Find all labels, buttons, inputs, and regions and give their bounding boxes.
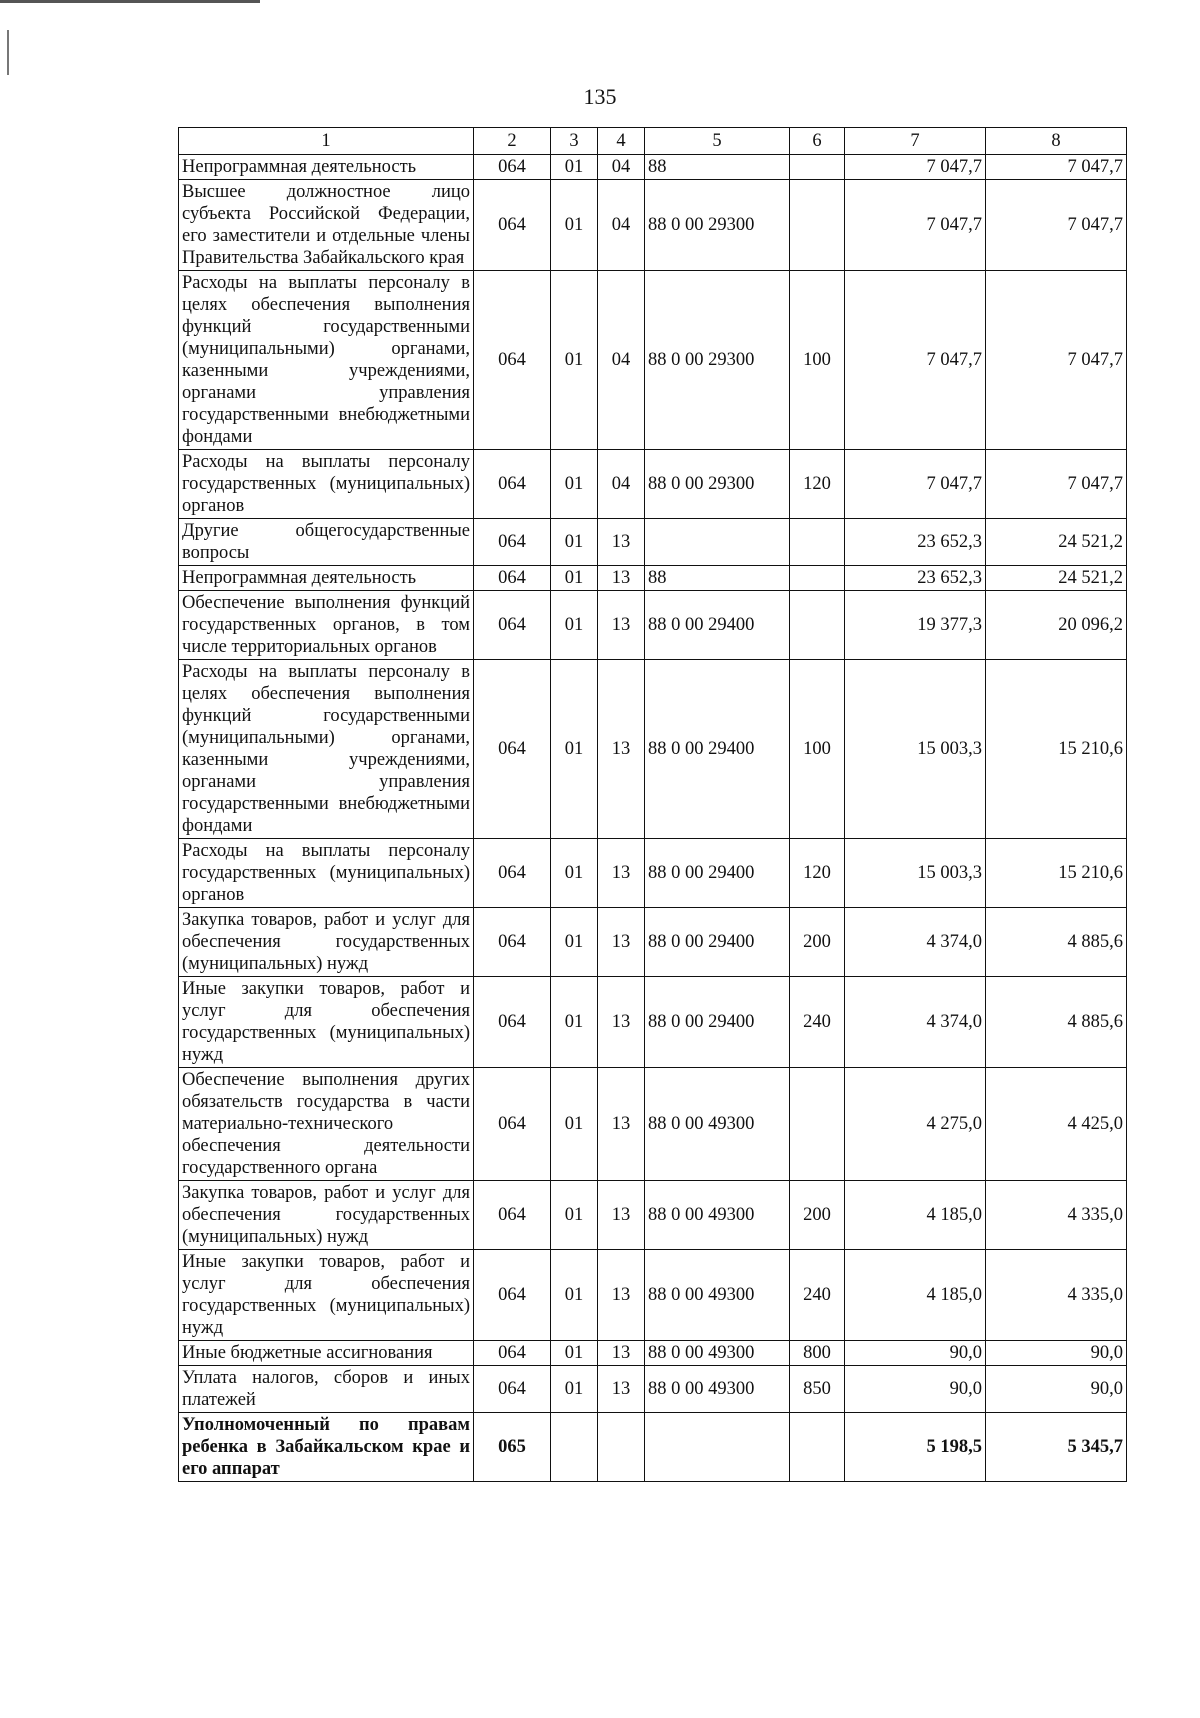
header-col-5: 5 [645,128,790,155]
cell-subsection: 13 [598,908,645,977]
cell-target-article: 88 0 00 29400 [645,839,790,908]
cell-target-article: 88 0 00 49300 [645,1341,790,1366]
cell-expense-type: 240 [790,1250,845,1341]
cell-subsection: 13 [598,566,645,591]
cell-section: 01 [551,660,598,839]
cell-name: Высшее должностное лицо субъекта Российской Федерации, его заместители и отдельные члены Правительства Забайкальского края [179,180,474,271]
cell-expense-type: 120 [790,450,845,519]
cell-amount-year-2: 15 210,6 [986,660,1127,839]
cell-admin-code: 064 [474,450,551,519]
cell-amount-year-2: 24 521,2 [986,566,1127,591]
table-row [179,1366,1127,1413]
cell-section: 01 [551,1250,598,1341]
cell-admin-code: 064 [474,180,551,271]
page-number: 135 [583,84,617,109]
cell-section: 01 [551,1068,598,1181]
cell-amount-year-1: 7 047,7 [845,155,986,180]
cell-admin-code: 064 [474,839,551,908]
cell-amount-year-1: 7 047,7 [845,271,986,450]
cell-expense-type: 200 [790,908,845,977]
cell-subsection: 13 [598,1341,645,1366]
cell-target-article [645,519,790,566]
cell-amount-year-2: 4 335,0 [986,1181,1127,1250]
table-row [179,660,1127,839]
cell-subsection: 13 [598,591,645,660]
cell-target-article: 88 0 00 29300 [645,180,790,271]
cell-admin-code: 064 [474,271,551,450]
cell-target-article: 88 0 00 29400 [645,908,790,977]
header-col-3: 3 [551,128,598,155]
table-row [179,180,1127,271]
header-col-7: 7 [845,128,986,155]
cell-amount-year-2: 24 521,2 [986,519,1127,566]
table-row [179,271,1127,450]
cell-amount-year-1: 4 185,0 [845,1181,986,1250]
cell-expense-type: 200 [790,1181,845,1250]
cell-admin-code: 064 [474,977,551,1068]
cell-expense-type [790,566,845,591]
cell-name: Другие общегосударственные вопросы [179,519,474,566]
header-col-4: 4 [598,128,645,155]
cell-name: Закупка товаров, работ и услуг для обеспечения государственных (муниципальных) нужд [179,908,474,977]
cell-name: Обеспечение выполнения функций государственных органов, в том числе территориальных органов [179,591,474,660]
cell-admin-code: 064 [474,1250,551,1341]
cell-expense-type: 240 [790,977,845,1068]
cell-target-article: 88 0 00 29400 [645,591,790,660]
header-col-2: 2 [474,128,551,155]
cell-subsection: 13 [598,839,645,908]
cell-name: Закупка товаров, работ и услуг для обеспечения государственных (муниципальных) нужд [179,1181,474,1250]
cell-subsection: 13 [598,1181,645,1250]
cell-subsection: 04 [598,155,645,180]
cell-name: Иные бюджетные ассигнования [179,1341,474,1366]
cell-name: Расходы на выплаты персоналу государственных (муниципальных) органов [179,450,474,519]
cell-admin-code: 064 [474,1366,551,1413]
cell-amount-year-1: 90,0 [845,1341,986,1366]
header-col-8: 8 [986,128,1127,155]
cell-amount-year-1: 4 374,0 [845,908,986,977]
cell-subsection: 04 [598,271,645,450]
cell-section: 01 [551,1341,598,1366]
table-row [179,908,1127,977]
cell-admin-code: 064 [474,660,551,839]
cell-amount-year-1: 23 652,3 [845,519,986,566]
cell-subsection: 04 [598,180,645,271]
cell-amount-year-1: 90,0 [845,1366,986,1413]
cell-amount-year-1: 4 374,0 [845,977,986,1068]
scan-artifact-left [7,30,9,75]
table-row [179,1413,1127,1482]
cell-subsection: 13 [598,977,645,1068]
cell-subsection [598,1413,645,1482]
cell-expense-type [790,1413,845,1482]
cell-section: 01 [551,977,598,1068]
cell-admin-code: 064 [474,591,551,660]
table-row [179,450,1127,519]
table-row [179,839,1127,908]
cell-section: 01 [551,839,598,908]
cell-subsection: 13 [598,1068,645,1181]
cell-admin-code: 064 [474,1181,551,1250]
cell-section: 01 [551,180,598,271]
cell-amount-year-2: 90,0 [986,1366,1127,1413]
cell-amount-year-2: 15 210,6 [986,839,1127,908]
cell-expense-type [790,155,845,180]
cell-subsection: 13 [598,660,645,839]
cell-amount-year-2: 4 885,6 [986,908,1127,977]
cell-amount-year-2: 5 345,7 [986,1413,1127,1482]
cell-target-article: 88 0 00 29300 [645,450,790,519]
table-row [179,1341,1127,1366]
cell-admin-code: 064 [474,155,551,180]
cell-amount-year-1: 7 047,7 [845,180,986,271]
table-row [179,566,1127,591]
cell-name: Обеспечение выполнения других обязательств государства в части материально-технического обеспечения деятельности государственного органа [179,1068,474,1181]
header-col-1: 1 [179,128,474,155]
cell-amount-year-2: 90,0 [986,1341,1127,1366]
cell-target-article: 88 [645,566,790,591]
cell-target-article: 88 0 00 29400 [645,660,790,839]
cell-admin-code: 064 [474,1341,551,1366]
table-row [179,591,1127,660]
cell-target-article: 88 0 00 29400 [645,977,790,1068]
cell-name: Расходы на выплаты персоналу в целях обеспечения выполнения функций государственными (муниципальными) органами, казенными учреждениями, органами управления государственными внебюджетными фондами [179,660,474,839]
cell-amount-year-1: 5 198,5 [845,1413,986,1482]
cell-subsection: 13 [598,519,645,566]
cell-amount-year-2: 4 335,0 [986,1250,1127,1341]
cell-name: Уплата налогов, сборов и иных платежей [179,1366,474,1413]
cell-expense-type: 800 [790,1341,845,1366]
table-row [179,519,1127,566]
cell-amount-year-1: 4 185,0 [845,1250,986,1341]
cell-expense-type [790,591,845,660]
table-body [179,155,1127,1482]
cell-target-article: 88 0 00 29300 [645,271,790,450]
cell-section: 01 [551,155,598,180]
cell-admin-code: 064 [474,519,551,566]
table-row [179,1250,1127,1341]
cell-expense-type [790,1068,845,1181]
cell-name: Расходы на выплаты персоналу государственных (муниципальных) органов [179,839,474,908]
table-row [179,1068,1127,1181]
cell-amount-year-1: 15 003,3 [845,839,986,908]
cell-amount-year-1: 4 275,0 [845,1068,986,1181]
cell-expense-type: 850 [790,1366,845,1413]
cell-amount-year-2: 4 885,6 [986,977,1127,1068]
cell-amount-year-1: 19 377,3 [845,591,986,660]
cell-name: Иные закупки товаров, работ и услуг для обеспечения государственных (муниципальных) нужд [179,977,474,1068]
cell-target-article: 88 0 00 49300 [645,1181,790,1250]
cell-expense-type [790,180,845,271]
table-row [179,1181,1127,1250]
cell-subsection: 13 [598,1250,645,1341]
cell-name: Уполномоченный по правам ребенка в Забайкальском крае и его аппарат [179,1413,474,1482]
cell-section: 01 [551,591,598,660]
cell-target-article: 88 0 00 49300 [645,1366,790,1413]
budget-table [178,127,1127,1482]
cell-section: 01 [551,519,598,566]
cell-target-article: 88 [645,155,790,180]
cell-expense-type: 100 [790,660,845,839]
cell-section [551,1413,598,1482]
table-row [179,155,1127,180]
cell-expense-type [790,519,845,566]
cell-amount-year-1: 7 047,7 [845,450,986,519]
cell-amount-year-2: 7 047,7 [986,180,1127,271]
cell-section: 01 [551,1181,598,1250]
cell-subsection: 04 [598,450,645,519]
cell-admin-code: 065 [474,1413,551,1482]
header-col-6: 6 [790,128,845,155]
cell-section: 01 [551,566,598,591]
cell-target-article: 88 0 00 49300 [645,1068,790,1181]
cell-admin-code: 064 [474,566,551,591]
cell-section: 01 [551,908,598,977]
cell-name: Непрограммная деятельность [179,566,474,591]
cell-amount-year-2: 7 047,7 [986,450,1127,519]
cell-admin-code: 064 [474,908,551,977]
table-header-row [179,128,1127,155]
cell-subsection: 13 [598,1366,645,1413]
cell-amount-year-2: 7 047,7 [986,271,1127,450]
cell-section: 01 [551,271,598,450]
cell-name: Иные закупки товаров, работ и услуг для обеспечения государственных (муниципальных) нужд [179,1250,474,1341]
cell-target-article: 88 0 00 49300 [645,1250,790,1341]
cell-amount-year-2: 20 096,2 [986,591,1127,660]
table-row [179,977,1127,1068]
cell-expense-type: 100 [790,271,845,450]
cell-target-article [645,1413,790,1482]
cell-name: Расходы на выплаты персоналу в целях обеспечения выполнения функций государственными (муниципальными) органами, казенными учреждениями, органами управления государственными внебюджетными фондами [179,271,474,450]
cell-name: Непрограммная деятельность [179,155,474,180]
cell-section: 01 [551,450,598,519]
cell-section: 01 [551,1366,598,1413]
cell-amount-year-1: 23 652,3 [845,566,986,591]
cell-admin-code: 064 [474,1068,551,1181]
cell-expense-type: 120 [790,839,845,908]
scan-artifact-top [0,0,260,3]
cell-amount-year-1: 15 003,3 [845,660,986,839]
cell-amount-year-2: 4 425,0 [986,1068,1127,1181]
cell-amount-year-2: 7 047,7 [986,155,1127,180]
